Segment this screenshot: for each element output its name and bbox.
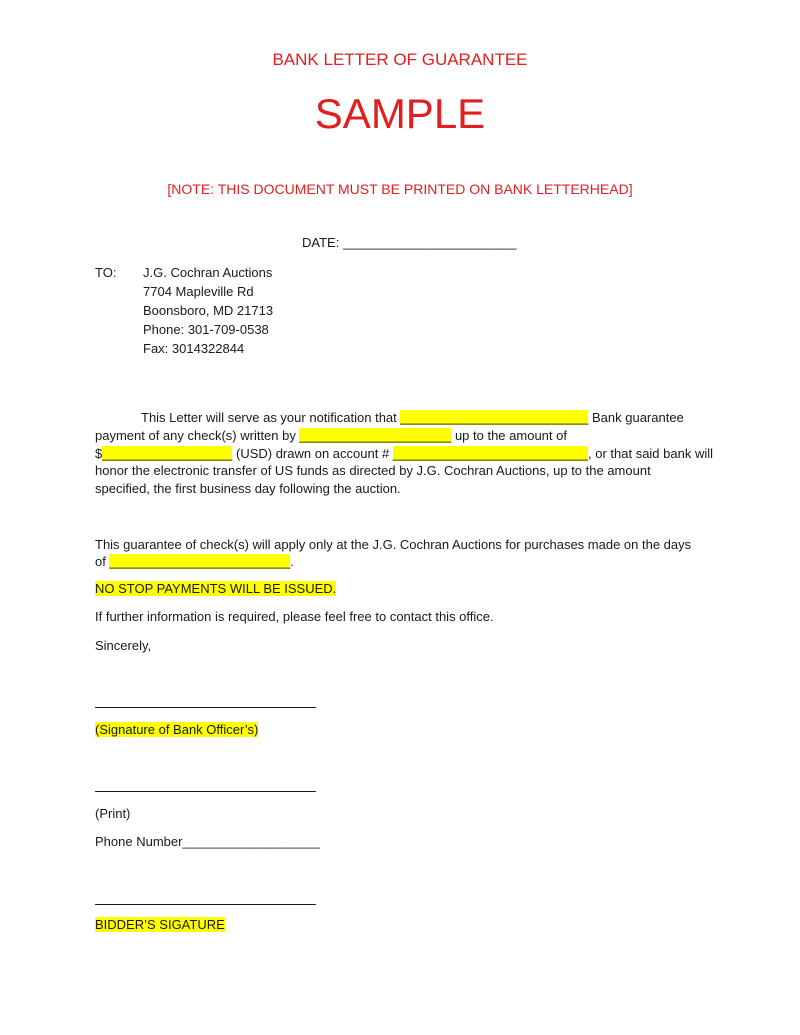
amount-field[interactable]: __________________ — [102, 446, 233, 461]
phone-number-label: Phone Number — [95, 834, 183, 849]
recipient-line: J.G. Cochran Auctions — [143, 265, 273, 280]
document-title: BANK LETTER OF GUARANTEE — [272, 50, 528, 69]
check-writer-field[interactable]: _____________________ — [299, 428, 452, 443]
sample-heading: SAMPLE — [314, 90, 486, 137]
phone-number-line — [95, 834, 320, 849]
phone-number-field[interactable]: ___________________ — [182, 834, 320, 849]
sincerely-line: Sincerely, — [95, 638, 152, 653]
recipient-line: Phone: 301-709-0538 — [143, 322, 269, 337]
recipient-line: Fax: 3014322844 — [143, 341, 245, 356]
bank-officer-signature-line[interactable] — [95, 707, 316, 708]
recipient-line: Boonsboro, MD 21713 — [143, 303, 274, 318]
date-blank[interactable]: ________________________ — [342, 235, 517, 250]
paragraph-line: payment of any check(s) written by _____________________ up to the amount of — [95, 428, 567, 443]
recipient-line: 7704 Mapleville Rd — [143, 284, 254, 299]
account-number-field[interactable]: ___________________________ — [392, 446, 588, 461]
paragraph-line: This guarantee of check(s) will apply only at the J.G. Cochran Auctions for purchases made on the days — [95, 537, 692, 552]
paragraph-line: specified, the first business day following the auction. — [95, 481, 401, 496]
paragraph-line: $__________________ (USD) drawn on account # ___________________________, or that said bank will — [95, 446, 714, 461]
date-label: DATE: — [302, 235, 343, 250]
print-name-line[interactable] — [95, 791, 316, 792]
bank-officer-signature-label: (Signature of Bank Officer’s) — [95, 722, 259, 737]
bidder-signature-line[interactable] — [95, 904, 316, 905]
paragraph-line: honor the electronic transfer of US funds as directed by J.G. Cochran Auctions, up to the amount — [95, 463, 651, 478]
further-information-line: If further information is required, please feel free to contact this office. — [95, 609, 494, 624]
no-stop-payments-notice: NO STOP PAYMENTS WILL BE ISSUED. — [95, 581, 337, 596]
auction-days-field[interactable]: _________________________ — [109, 554, 291, 569]
bidder-signature-label: BIDDER’S SIGATURE — [95, 917, 225, 932]
paragraph-line: This Letter will serve as your notification that __________________________ Bank guarantee — [141, 410, 684, 425]
to-label: TO: — [95, 265, 117, 280]
print-label: (Print) — [95, 806, 131, 821]
letterhead-note: [NOTE: THIS DOCUMENT MUST BE PRINTED ON BANK LETTERHEAD] — [167, 181, 633, 197]
bank-name-field[interactable]: __________________________ — [400, 410, 589, 425]
date-line[interactable] — [302, 235, 516, 250]
paragraph-line: of _________________________. — [95, 554, 294, 569]
